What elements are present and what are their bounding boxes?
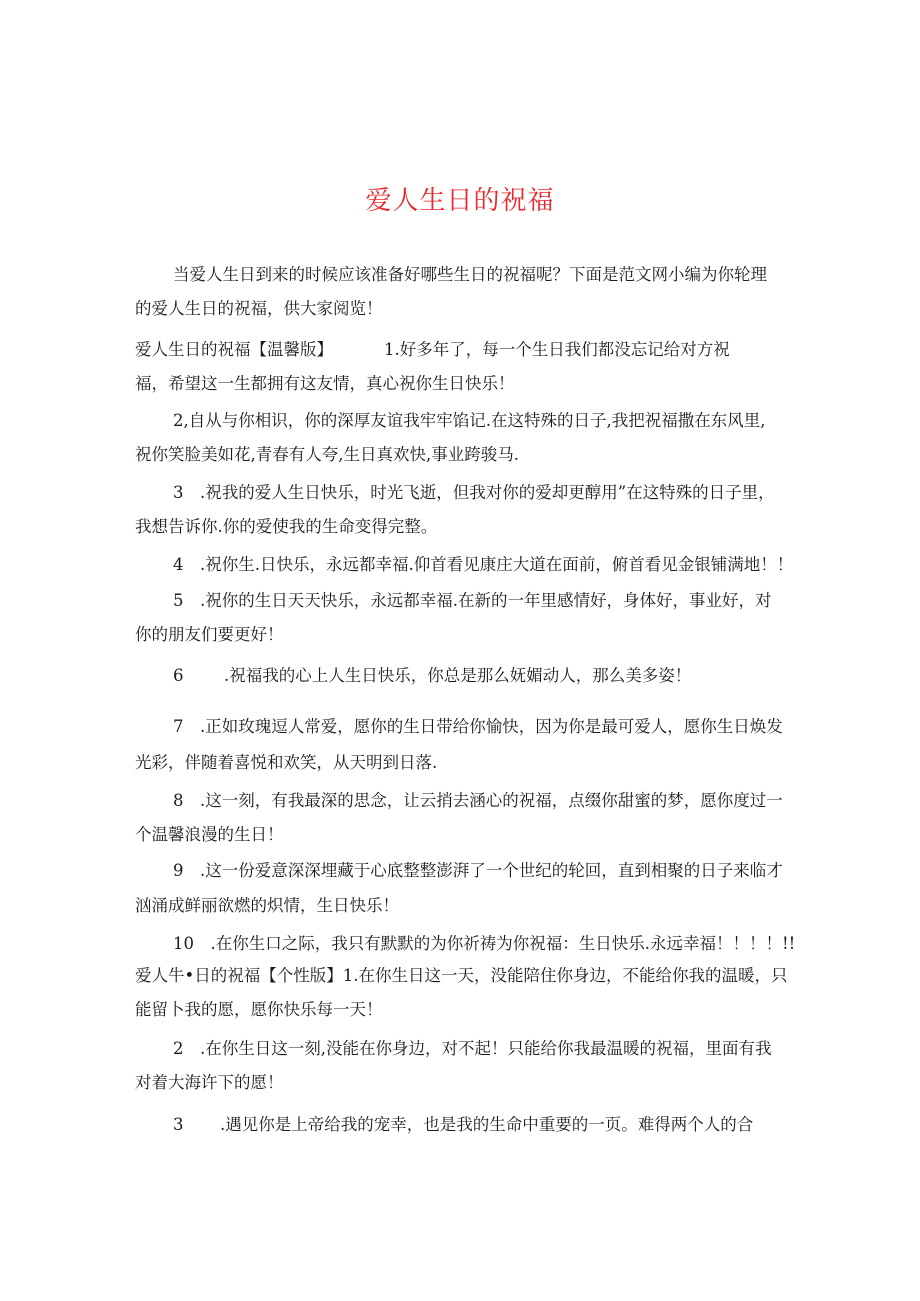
paragraph-line: .祝福我的心上人生日快乐，你总是那么妩媚动人，那么美多姿！ xyxy=(224,666,692,685)
document-title: 爱人生日的祝福 xyxy=(365,186,555,216)
paragraph-line: 我想告诉你.你的爱使我的生命变得完整。 xyxy=(135,517,438,536)
paragraph-line: 个温馨浪漫的生日！ xyxy=(135,825,284,844)
paragraph-line: 2 .在你生日这一刻,没能在你身边，对不起！只能给你我最温暖的祝福，里面有我 xyxy=(173,1039,772,1058)
paragraph-line: 8 .这一刻，有我最深的思念，让云捎去涵心的祝福，点缀你甜蜜的梦，愿你度过一 xyxy=(173,791,783,810)
paragraph-line: 能留卜我的愿，愿你快乐每一天！ xyxy=(135,1000,383,1019)
paragraph-line: 3 .祝我的爱人生日快乐，时光飞逝，但我对你的爱却更醇用”在这特殊的日子里， xyxy=(173,483,775,502)
paragraph-line: 当爱人生日到来的时候应该准备好哪些生日的祝福呢？下面是范文网小编为你轮理 xyxy=(173,265,767,284)
paragraph-line: 福，希望这一生都拥有这友情，真心祝你生日快乐！ xyxy=(135,374,515,393)
paragraph-line: 你的朋友们要更好！ xyxy=(135,625,284,644)
paragraph-line: 对着大海许下的愿！ xyxy=(135,1073,284,1092)
paragraph-line: 的爱人生日的祝福，供大家阅览！ xyxy=(135,299,383,318)
paragraph-line: 4 .祝你生.日快乐，永远都幸福.仰首看见康庄大道在面前，俯首看见金银铺满地！！ xyxy=(173,555,794,574)
section-heading: 爱人牛•日的祝福【个性版】1.在你生日这一天，没能陪住你身边，不能给你我的温暖，只 xyxy=(135,966,788,985)
paragraph-line: 祝你笑脸美如花,青春有人夸,生日真欢快,事业跨骏马. xyxy=(135,445,519,464)
item-number: 3 xyxy=(173,1115,184,1134)
paragraph-line: .遇见你是上帝给我的宠幸，也是我的生命中重要的一页。难得两个人的合 xyxy=(220,1115,754,1134)
paragraph-line: 10 .在你生口之际，我只有默默的为你祈祷为你祝福：生日快乐.永远幸福！！！！!! xyxy=(173,934,796,953)
paragraph-line: 汹涌成鲜丽欲燃的炽情，生日快乐！ xyxy=(135,896,399,915)
section-heading: 爱人生日的祝福【温馨版】 xyxy=(135,340,333,359)
paragraph-line: 2,自从与你相识，你的深厚友谊我牢牢馅记.在这特殊的日子,我把祝福撒在东风里, xyxy=(173,411,766,430)
paragraph-line: 9 .这一份爱意深深埋藏于心底整整澎湃了一个世纪的轮回，直到相聚的日子来临才 xyxy=(173,861,783,880)
paragraph-line: 7 .正如玫瑰逗人常爱，愿你的生日带给你愉快，因为你是最可爱人，愿你生日焕发 xyxy=(173,717,783,736)
paragraph-line: 5 .祝你的生日天天快乐，永远都幸福.在新的一年里感情好，身体好，事业好，对 xyxy=(173,591,772,610)
paragraph-line: 光彩，伴随着喜悦和欢笑，从天明到日落. xyxy=(135,753,438,772)
item-number: 6 xyxy=(173,666,184,685)
paragraph-line: 1.好多年了，每一个生日我们都没忘记给对方祝 xyxy=(384,340,730,359)
